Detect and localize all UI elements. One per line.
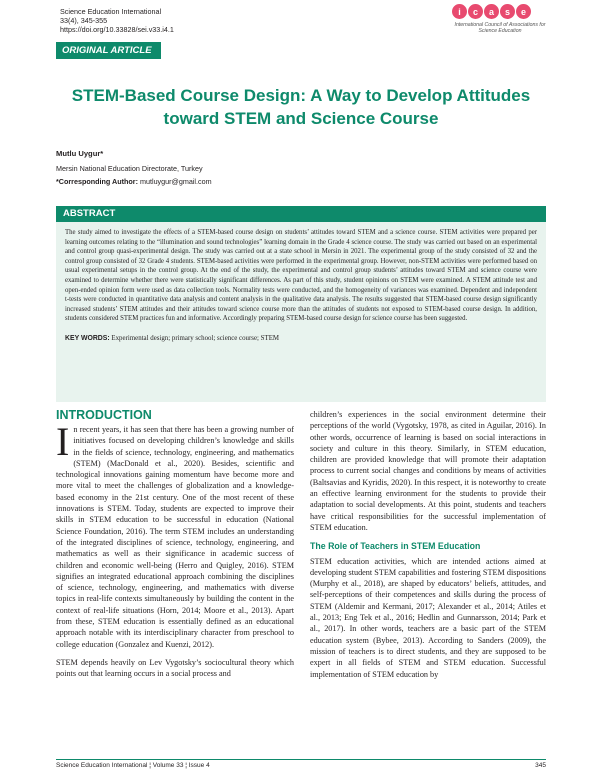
intro-paragraph-2: STEM depends heavily on Lev Vygotsky’s sociocultural theory which points out that learning occurs in a social process and [56,657,294,679]
abstract-box [56,222,546,402]
keywords-label: KEY WORDS: [65,334,110,342]
logo-letter: a [484,4,499,19]
body-column-left [56,419,294,680]
author-affiliation: Mersin National Education Directorate, Turkey [56,164,203,173]
article-type-badge: ORIGINAL ARTICLE [56,42,161,59]
journal-header [60,7,174,34]
article-title: STEM-Based Course Design: A Way to Develop Attitudes toward STEM and Science Course [71,86,531,128]
corresponding-email[interactable]: mutluygur@gmail.com [139,177,212,186]
intro-paragraph-1-text: n recent years, it has seen that there has been a growing number of initiatives focused on developing children’s knowledge and skills in the fields of science, technology, engineering, and mathematics (STEM) (MacDonald et al., 2020). Besides, scientific and technological innovations gaining momentum have become more and more vital to meet the challenges of globalization and a knowledge-based economy in the 21st century. One of the most recent of these innovations is STEM. Today, students are expected to improve their skills in STEM education to be successful in education (National Science Foundation, 2016). The term STEM includes an understanding of the integrated disciplines of science, technology, engineering, and mathematics as well as their significance in academic success of children and economic well-being (Herro and Quigley, 2016). STEM signifies an integrated educational approach combining the disciplines of science, technology, engineering, and mathematics with diverse topics in real-life contexts simultaneously by building the content in the context of real-life situations (Horn, 2014; Moore et al., 2013). Apart from these, STEM education is essentially defined as an educational approach notable with its interdisciplinary character from preschool to college education (Gonzalez and Kuenzi, 2012). [56,425,294,649]
logo-letter: s [500,4,515,19]
body-column-right [310,409,546,680]
logo-caption: International Council of Associations for Science Education [454,22,546,34]
intro-paragraph-1 [56,419,294,650]
keywords [65,335,537,342]
page-number: 345 [535,762,546,769]
page-footer [56,762,546,769]
logo-letter: c [468,4,483,19]
footer-divider [56,759,546,760]
drop-cap: I [56,419,70,464]
icase-logo [452,4,548,52]
col2-paragraph-2: STEM education activities, which are intended actions aimed at developing student STEM capabilities and fostering STEM dispositions (Murphy et al., 2018), are shaped by educators’ beliefs, attitudes, and self-perceptions of their competences and skills during the process of STEM (Aldemir and Kermani, 2017; Alexander et al., 2014; Atiles et al., 2013; Eng Tek et al., 2016; Hedlin and Gunnarsson, 2014; Park et al., 2017). In other words, teachers are a basic part of the STEM education system (Bybee, 2013). According to Sanders (2009), the mission of teachers is to direct students, and they are supposed to be expert in all fields of STEM and STEM education. Successful implementation of STEM education by [310,556,546,679]
keywords-list: Experimental design; primary school; science course; STEM [111,334,280,342]
author-name: Mutlu Uygur* [56,149,104,158]
journal-name: Science Education International [60,7,162,16]
col2-paragraph-1: children’s experiences in the social environment determine their perceptions of the world (Vygotsky, 1978, as cited in Aguilar, 2016). In other words, occurrence of learning is based on social interactions in society and culture in this theory. Similarly, in STEM education, children are provided knowledge that will promote their adaptation process to current social changes and conditions by means of activities (Baltsavias and Kyridis, 2020). In this respect, it is noteworthy to create an effective learning environment for the students to provide their adaptation to social developments. At this point, students and teachers have critical responsibilities for the successful implementation of STEM education. [310,410,546,532]
logo-letter: e [516,4,531,19]
logo-letter: i [452,4,467,19]
doi-link[interactable]: https://doi.org/10.33828/sei.v33.i4.1 [60,25,174,34]
corresponding-label: *Corresponding Author: [56,177,138,186]
footer-journal: Science Education International ¦ Volume 33 ¦ Issue 4 [56,762,210,769]
section-subheading: The Role of Teachers in STEM Education [310,541,481,552]
abstract-heading: ABSTRACT [56,206,546,222]
abstract-text: The study aimed to investigate the effects of a STEM-based course design on students’ attitudes toward STEM and a science course. STEM activities were prepared per learning outcomes relating to the “illumination and sound technologies” learning domain in the Grade 4 science course. The study was carried out based on an experimental and control group quasi-experimental design. The study was carried out at a state school in Mersin in 2021. The experimental group of the study consisted of 32 and the control group consisted of 32 Grade 4 students. STEM-based activities were performed in the experimental group. However, non-STEM activities were performed based on usual experimental setups in the control group. At the end of the study, the experimental and control group students’ attitudes toward STEM and science course were examined to determine whether there were statistically significant differences. As part of this study, student opinions on STEM were examined. A STEM attitude test and open-ended opinion form were used as data collection tools. Normality tests were conducted, and the homogeneity of variances was examined. Dependent and independent t-tests were conducted in quantitative data analysis and content analysis in the qualitative data analysis. The results suggested that STEM-based course design significantly increased students’ STEM attitudes and their attitudes toward science course more than the attitudes of students not exposed to STEM-based course design. In addition, students considered STEM practices fun and informative. Accordingly preparing STEM-based course design for science course has been suggested. [65,229,537,323]
corresponding-author [56,177,212,186]
journal-issue: 33(4), 345-355 [60,16,108,25]
introduction-heading: INTRODUCTION [56,408,152,422]
